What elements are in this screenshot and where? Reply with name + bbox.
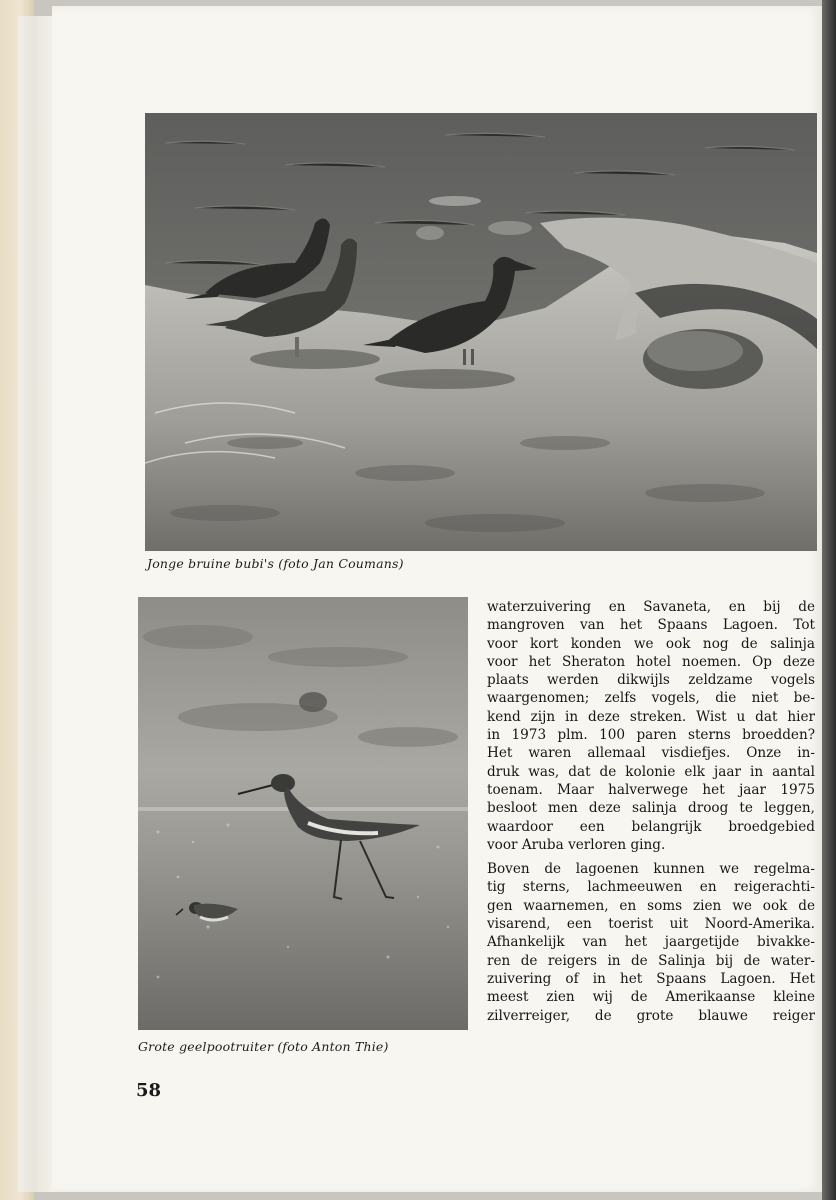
text-line: besloot men deze salinja droog te leggen, <box>487 800 815 817</box>
text-line: waterzuivering en Savaneta, en bij de <box>487 599 815 615</box>
text-line: tig sterns, lachmeeuwen en reigerachti- <box>487 879 815 896</box>
text-line: Afhankelijk van het jaargetijde bivakke- <box>487 934 815 951</box>
text-line: waardoor een belangrijk broedgebied <box>487 818 815 835</box>
book-right-edge <box>822 0 836 1200</box>
text-line: Het waren allemaal visdiefjes. Onze in- <box>487 745 815 762</box>
text-line: kend zijn in deze streken. Wist u dat hier <box>487 708 815 725</box>
text-line: plaats werden dikwijls zeldzame vogels <box>487 672 815 689</box>
text-line: gen waarnemen, en soms zien we ook de <box>487 897 815 914</box>
text-line: Boven de lagoenen kunnen we regelma- <box>487 861 815 878</box>
text-line: mangroven van het Spaans Lagoen. Tot <box>487 617 815 634</box>
photo-caption: Jonge bruine bubi's (foto Jan Coumans) <box>147 556 404 571</box>
text-line: voor kort konden we ook nog de salinja <box>487 635 815 652</box>
photo-brown-boobies <box>145 113 817 551</box>
text-line: voor Aruba verloren ging. <box>487 836 666 853</box>
text-line: ren de reigers in de Salinja bij de water- <box>487 952 815 969</box>
text-line: meest zien wij de Amerikaanse kleine <box>487 989 815 1006</box>
text-line: druk was, dat de kolonie elk jaar in aantal <box>487 763 815 780</box>
page-number: 58 <box>136 1080 162 1101</box>
body-text-column <box>487 598 815 1025</box>
text-line: visarend, een toerist uit Noord-Amerika. <box>487 916 815 933</box>
text-line: waargenomen; zelfs vogels, die niet be- <box>487 690 815 707</box>
text-line: voor het Sheraton hotel noemen. Op deze <box>487 653 815 670</box>
text-line: toenam. Maar halverwege het jaar 1975 <box>487 781 815 798</box>
photo-caption: Grote geelpootruiter (foto Anton Thie) <box>138 1039 389 1054</box>
text-line: in 1973 plm. 100 paren sterns broedden? <box>487 727 815 744</box>
text-line: zuivering of in het Spaans Lagoen. Het <box>487 970 815 987</box>
text-line: zilverreiger, de grote blauwe reiger <box>487 1007 815 1024</box>
photo-greater-yellowlegs <box>138 597 468 1030</box>
